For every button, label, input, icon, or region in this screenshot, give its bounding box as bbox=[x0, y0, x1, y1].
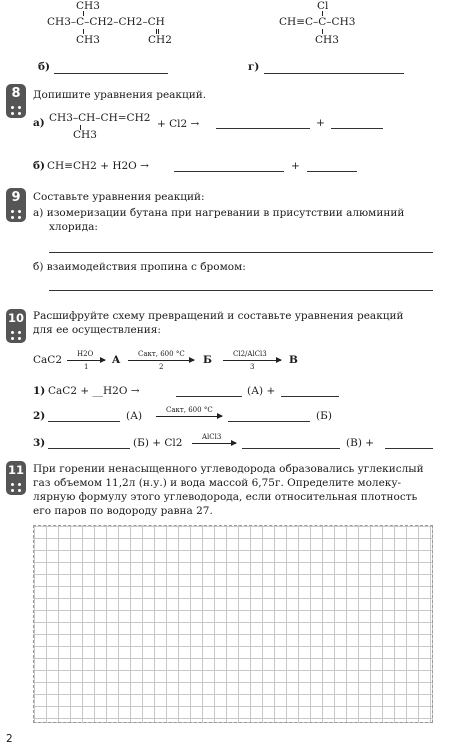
arrow-condition: Cl2/AlCl3 bbox=[233, 350, 267, 358]
answer-line[interactable] bbox=[48, 448, 130, 449]
badge-dot bbox=[18, 112, 21, 115]
arrow-right-icon bbox=[156, 416, 222, 417]
formula-branch-top: CH3 bbox=[76, 0, 100, 12]
formula-main: CH≡C–C–CH3 bbox=[279, 16, 356, 28]
answer-line[interactable] bbox=[385, 448, 433, 449]
arrow-condition: H2O bbox=[77, 350, 94, 358]
arrow-condition: Cакт, 600 °C bbox=[138, 350, 185, 358]
task-text: лярную формулу этого углеводорода, если относительная плотность bbox=[33, 491, 418, 503]
badge-dot bbox=[18, 210, 21, 213]
equation-text: (А) bbox=[126, 410, 143, 422]
task-number: 8 bbox=[11, 86, 21, 101]
scheme-start: CaC2 bbox=[33, 354, 63, 366]
formula-branch-bottom: CH3 bbox=[76, 34, 100, 46]
equation-text: (В) + bbox=[346, 437, 375, 449]
page-number: 2 bbox=[6, 733, 13, 745]
plus-sign: + bbox=[316, 117, 325, 129]
item-label-b: б) bbox=[33, 160, 45, 172]
arrow-step: 1 bbox=[84, 363, 89, 371]
arrow-right-icon bbox=[128, 360, 194, 361]
arrow-condition: AlCl3 bbox=[202, 433, 222, 441]
badge-dot bbox=[18, 216, 21, 219]
item-text-a-cont: хлорида: bbox=[49, 221, 98, 233]
task-text: При горении ненасыщенного углеводорода образовались углекислый bbox=[33, 463, 424, 475]
badge-dot bbox=[11, 489, 14, 492]
arrow-step: 3 bbox=[250, 363, 255, 371]
task-number-badge bbox=[6, 461, 26, 495]
task-number-badge bbox=[6, 84, 26, 118]
task-number: 9 bbox=[11, 190, 21, 205]
arrow-step: 2 bbox=[159, 363, 164, 371]
answer-line[interactable] bbox=[307, 171, 357, 172]
badge-dot bbox=[11, 210, 14, 213]
answer-line[interactable] bbox=[49, 290, 433, 291]
reaction-formula: CH3–CH–CH=CH2 bbox=[49, 112, 151, 124]
arrow-condition: Cакт, 600 °C bbox=[166, 406, 213, 414]
formula-main: CH3–C–CH2–CH2–CH bbox=[47, 16, 165, 28]
scheme-node: A bbox=[112, 354, 121, 366]
badge-dot bbox=[18, 106, 21, 109]
equation-label: 1) bbox=[33, 385, 46, 397]
task-prompt: Расшифруйте схему превращений и составьте уравнения реакций bbox=[33, 310, 404, 322]
equation-text: (Б) bbox=[316, 410, 332, 422]
task-prompt: Допишите уравнения реакций. bbox=[33, 89, 207, 101]
answer-line[interactable] bbox=[216, 128, 310, 129]
answer-label-g: г) bbox=[248, 61, 260, 73]
task-number-badge bbox=[6, 188, 26, 222]
equation-label: 2) bbox=[33, 410, 46, 422]
answer-line[interactable] bbox=[54, 73, 168, 74]
answer-line[interactable] bbox=[48, 421, 120, 422]
formula-branch-top: Cl bbox=[317, 0, 329, 12]
task-text: его паров по водороду равна 27. bbox=[33, 505, 213, 517]
answer-grid[interactable] bbox=[33, 525, 433, 723]
answer-line[interactable] bbox=[228, 421, 310, 422]
badge-dot bbox=[18, 331, 21, 334]
badge-dot bbox=[11, 331, 14, 334]
formula-branch-bottom: CH3 bbox=[315, 34, 339, 46]
task-number-badge bbox=[6, 309, 26, 343]
task-prompt: Составьте уравнения реакций: bbox=[33, 191, 205, 203]
equation-label: 3) bbox=[33, 437, 46, 449]
badge-dot bbox=[11, 337, 14, 340]
formula-branch: CH3 bbox=[73, 129, 97, 141]
answer-line[interactable] bbox=[174, 171, 284, 172]
answer-line[interactable] bbox=[281, 396, 339, 397]
answer-line[interactable] bbox=[242, 448, 340, 449]
reaction-reagent: + Cl2 → bbox=[157, 118, 200, 130]
task-text: газ объемом 11,2л (н.у.) и вода массой 6,75г. Определите молеку- bbox=[33, 477, 402, 489]
equation-text: CaC2 + __H2O → bbox=[48, 385, 140, 397]
answer-label-b: б) bbox=[38, 61, 50, 73]
badge-dot bbox=[11, 483, 14, 486]
badge-dot bbox=[18, 337, 21, 340]
scheme-node: В bbox=[289, 354, 298, 366]
item-label-a: а) bbox=[33, 117, 45, 129]
arrow-right-icon bbox=[192, 443, 236, 444]
arrow-right-icon bbox=[67, 360, 105, 361]
answer-line[interactable] bbox=[176, 396, 242, 397]
plus-sign: + bbox=[291, 160, 300, 172]
reaction-formula: CH≡CH2 + H2O → bbox=[47, 160, 149, 172]
answer-line[interactable] bbox=[49, 252, 433, 253]
badge-dot bbox=[18, 489, 21, 492]
equation-text: (А) + bbox=[247, 385, 276, 397]
task-number: 10 bbox=[7, 311, 24, 325]
item-text-b: б) взаимодействия пропина с бромом: bbox=[33, 261, 246, 273]
formula-branch-bottom: CH2 bbox=[148, 34, 172, 46]
badge-dot bbox=[11, 106, 14, 109]
answer-line[interactable] bbox=[264, 73, 404, 74]
arrow-right-icon bbox=[223, 360, 281, 361]
task-prompt-cont: для ее осуществления: bbox=[33, 324, 161, 336]
equation-text: (Б) + Cl2 bbox=[133, 437, 183, 449]
badge-dot bbox=[18, 483, 21, 486]
badge-dot bbox=[11, 216, 14, 219]
task-number: 11 bbox=[7, 463, 24, 477]
answer-line[interactable] bbox=[331, 128, 383, 129]
item-text-a: а) изомеризации бутана при нагревании в присутствии алюминий bbox=[33, 207, 405, 219]
badge-dot bbox=[11, 112, 14, 115]
scheme-node: Б bbox=[203, 354, 212, 366]
